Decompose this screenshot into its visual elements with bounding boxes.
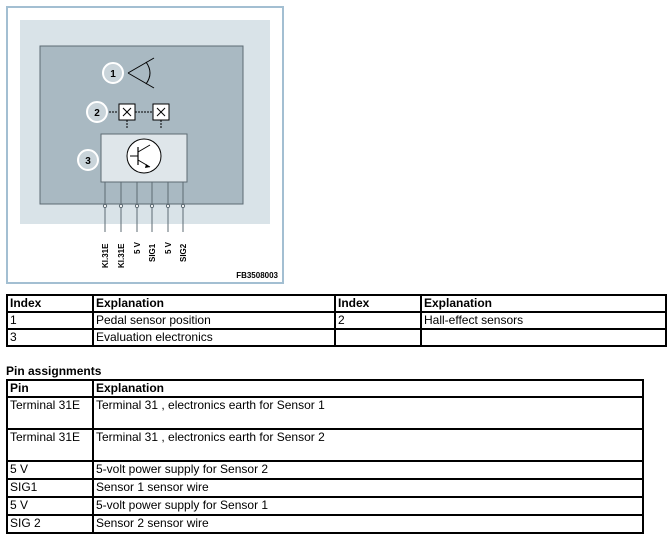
pin-label-kl31e-2: Kl.31E (117, 243, 126, 268)
pin-label-sig1: SIG1 (148, 243, 157, 262)
diagram-svg (6, 6, 284, 284)
pin-cell: SIG 2 (7, 515, 93, 533)
pin-cell: Terminal 31E (7, 397, 93, 429)
index-cell: 3 (7, 329, 93, 346)
callout-1: 1 (110, 69, 116, 80)
explanation-cell: 5-volt power supply for Sensor 2 (93, 461, 643, 479)
pin-assignments-table (6, 379, 644, 534)
sensor-diagram (6, 6, 284, 284)
header-explanation-2: Explanation (421, 295, 666, 312)
index-table-header (7, 295, 666, 312)
table-row (7, 479, 643, 497)
index-table (6, 294, 667, 347)
pin-label-kl31e-1: Kl.31E (101, 243, 110, 268)
explanation-cell: Terminal 31 , electronics earth for Sensor 2 (93, 429, 643, 461)
header-explanation-1: Explanation (93, 295, 335, 312)
figure-code: FB3508003 (236, 271, 278, 280)
header-pin: Pin (7, 380, 93, 397)
index-cell (335, 329, 421, 346)
header-explanation: Explanation (93, 380, 643, 397)
pin-table-header (7, 380, 643, 397)
pin-label-sig2: SIG2 (179, 243, 188, 262)
explanation-cell: Sensor 2 sensor wire (93, 515, 643, 533)
pin-label-5v-1: 5 V (133, 241, 142, 254)
table-row (7, 429, 643, 461)
explanation-cell (421, 329, 666, 346)
header-index-1: Index (7, 295, 93, 312)
explanation-cell: Terminal 31 , electronics earth for Sensor 1 (93, 397, 643, 429)
explanation-cell: Sensor 1 sensor wire (93, 479, 643, 497)
index-cell: 1 (7, 312, 93, 329)
table-row (7, 515, 643, 533)
index-cell: 2 (335, 312, 421, 329)
pin-cell: Terminal 31E (7, 429, 93, 461)
header-index-2: Index (335, 295, 421, 312)
explanation-cell: Evaluation electronics (93, 329, 335, 346)
table-row (7, 397, 643, 429)
pin-cell: 5 V (7, 497, 93, 515)
pin-label-5v-2: 5 V (164, 241, 173, 254)
table-row (7, 329, 666, 346)
pin-cell: SIG1 (7, 479, 93, 497)
callout-2: 2 (94, 108, 100, 119)
callout-3: 3 (85, 156, 91, 167)
explanation-cell: Hall-effect sensors (421, 312, 666, 329)
pin-assignments-title: Pin assignments (6, 364, 102, 378)
table-row (7, 461, 643, 479)
pin-cell: 5 V (7, 461, 93, 479)
table-row (7, 497, 643, 515)
explanation-cell: Pedal sensor position (93, 312, 335, 329)
table-row (7, 312, 666, 329)
explanation-cell: 5-volt power supply for Sensor 1 (93, 497, 643, 515)
